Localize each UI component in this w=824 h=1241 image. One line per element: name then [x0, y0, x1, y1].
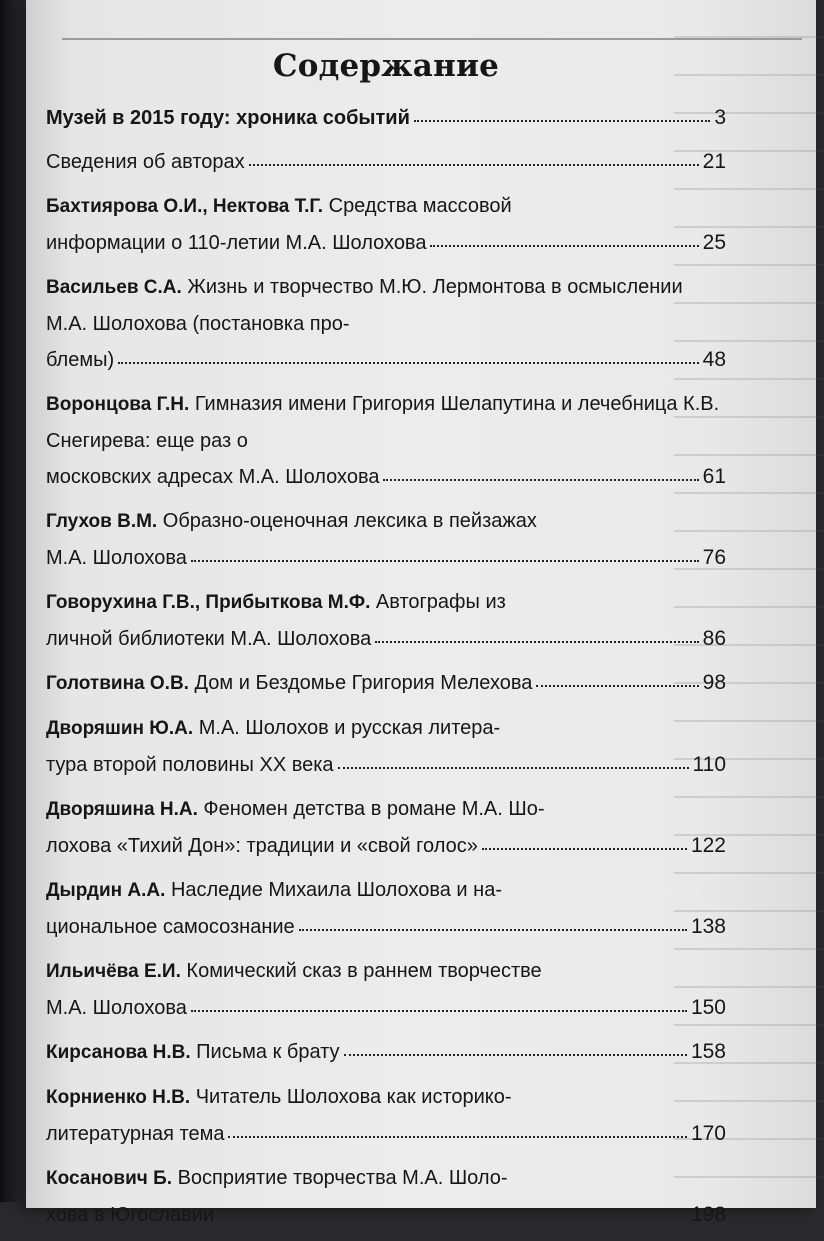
toc-entry-text	[46, 459, 379, 495]
toc-entry-last-line	[46, 621, 726, 657]
toc-entry-title: Письма к брату	[190, 1041, 340, 1063]
toc-entry-last-line	[46, 1116, 726, 1152]
toc-entry-title: М.А. Шолохова	[46, 997, 187, 1019]
toc-entry-title-start: Автографы из	[370, 591, 506, 613]
dot-leader	[430, 225, 698, 247]
toc-entry-last-line	[46, 1197, 726, 1233]
dot-leader	[218, 1197, 687, 1219]
toc-entry-authors: Бахтиярова О.И., Нектова Т.Г.	[46, 196, 324, 217]
toc-entry-authors: Косанович Б.	[46, 1168, 173, 1189]
toc-entry-last-line	[46, 144, 726, 180]
toc-entry-authors: Дворяшина Н.А.	[46, 799, 198, 820]
page-number[interactable]: 138	[690, 915, 726, 938]
toc-entry	[46, 188, 726, 261]
toc-entry-title: личной библиотеки М.А. Шолохова	[46, 628, 372, 650]
page-number[interactable]: 158	[690, 1040, 726, 1063]
page-number[interactable]: 3	[714, 106, 726, 129]
toc-entry-title-start: Наследие Михаила Шолохова и на-	[165, 879, 502, 901]
toc-entry-last-line	[46, 459, 726, 495]
toc-entry-text	[46, 1116, 224, 1152]
toc-entry-authors: Дворяшин Ю.А.	[46, 718, 194, 739]
toc-entry-text	[46, 909, 295, 945]
toc-entry-authors: Глухов В.М.	[46, 511, 158, 532]
toc-entry-first-line	[46, 791, 726, 828]
toc-entry-title: московских адресах М.А. Шолохова	[46, 466, 380, 488]
toc-entry-title-start: Средства массовой	[323, 195, 512, 217]
page-number[interactable]: 170	[690, 1122, 726, 1145]
dot-leader	[536, 665, 698, 687]
toc-entry-last-line	[46, 225, 726, 261]
dot-leader	[249, 144, 699, 166]
toc-entry	[46, 953, 726, 1026]
toc-entry-last-line	[46, 540, 726, 576]
toc-entry	[46, 1079, 726, 1152]
toc-entry-title-start: Гимназия имени Григория Шелапутина и лечебница К.В. Снегирева: еще раз о	[46, 393, 720, 452]
toc-entry-title: хова в Югославии	[46, 1204, 215, 1226]
page-number[interactable]: 61	[702, 465, 726, 488]
toc-entry	[46, 872, 726, 945]
toc-entry-first-line	[46, 710, 726, 747]
page-number[interactable]: 48	[702, 348, 726, 371]
book-page	[26, 0, 816, 1226]
toc-entry-authors: Корниенко Н.В.	[46, 1087, 191, 1108]
toc-entry-title-start: М.А. Шолохов и русская литера-	[193, 717, 501, 739]
toc-entry-first-line	[46, 269, 726, 342]
dot-leader	[299, 909, 687, 931]
toc-entry-first-line	[46, 1160, 726, 1197]
toc-list	[46, 100, 726, 1233]
dot-leader	[375, 621, 698, 643]
toc-entry	[46, 269, 726, 378]
dot-leader	[383, 459, 698, 481]
dot-leader	[482, 828, 687, 850]
toc-entry-first-line	[46, 503, 726, 540]
toc-entry	[46, 100, 726, 136]
toc-entry-title: тура второй половины XX века	[46, 754, 334, 776]
toc-entry-text	[46, 342, 114, 378]
toc-entry-first-line	[46, 386, 726, 459]
toc-entry-title-start: Комический сказ в раннем творчестве	[180, 960, 542, 982]
dot-leader	[191, 540, 699, 562]
toc-entry-title: лохова «Тихий Дон»: традиции и «свой голос»	[46, 835, 478, 857]
page-number[interactable]: 150	[690, 996, 726, 1019]
toc-entry-title: М.А. Шолохова	[46, 547, 187, 569]
toc-entry-title: циональное самосознание	[46, 916, 295, 938]
toc-entry-authors: Васильев С.А.	[46, 277, 182, 298]
dot-leader	[414, 100, 710, 122]
toc-entry-last-line	[46, 342, 726, 378]
toc-entry-last-line	[46, 909, 726, 945]
dot-leader	[191, 990, 687, 1012]
toc-entry-first-line	[46, 872, 726, 909]
page-number[interactable]: 122	[690, 834, 726, 857]
dot-leader	[118, 342, 699, 364]
toc-entry-title: Сведения об авторах	[46, 151, 245, 173]
toc-entry	[46, 1160, 726, 1233]
toc-entry-authors: Воронцова Г.Н.	[46, 394, 190, 415]
toc-entry-text	[46, 665, 532, 702]
toc-entry-text	[46, 225, 426, 261]
toc-entry-text	[46, 1197, 214, 1233]
toc-entry-authors: Кирсанова Н.В.	[46, 1042, 191, 1063]
toc-entry	[46, 791, 726, 864]
toc-entry-title: блемы)	[46, 349, 115, 371]
toc-entry	[46, 503, 726, 576]
toc-entry-text	[46, 1034, 340, 1071]
toc-entry-title-start: Восприятие творчества М.А. Шоло-	[172, 1167, 508, 1189]
toc-entry-title-start: Жизнь и творчество М.Ю. Лермонтова в осмыслении М.А. Шолохова (постановка про-	[46, 276, 683, 335]
toc-entry-last-line	[46, 747, 726, 783]
dot-leader	[344, 1034, 687, 1056]
page-number[interactable]: 110	[692, 753, 726, 776]
toc-entry-authors: Говорухина Г.В., Прибыткова М.Ф.	[46, 592, 371, 613]
page-number[interactable]: 198	[690, 1203, 726, 1226]
dot-leader	[228, 1116, 686, 1138]
toc-entry-last-line	[46, 990, 726, 1026]
page-title: Содержание	[272, 48, 500, 84]
page-number[interactable]: 76	[702, 546, 726, 569]
toc-entry-last-line	[46, 1034, 726, 1071]
toc-entry-title-start: Феномен детства в романе М.А. Шо-	[197, 798, 545, 820]
toc-entry-text	[46, 100, 410, 136]
toc-entry	[46, 584, 726, 657]
toc-entry-last-line	[46, 665, 726, 702]
toc-entry-text	[46, 747, 334, 783]
toc-entry-text	[46, 828, 478, 864]
page-number[interactable]: 21	[702, 150, 726, 173]
toc-entry	[46, 665, 726, 702]
page-number[interactable]: 98	[702, 671, 726, 694]
toc-entry-text	[46, 540, 187, 576]
toc-entry-title: литературная тема	[46, 1123, 225, 1145]
toc-entry-first-line	[46, 584, 726, 621]
toc-entry-text	[46, 990, 187, 1026]
header-rule	[62, 38, 802, 40]
toc-entry	[46, 710, 726, 783]
toc-entry-title: Дом и Бездомье Григория Мелехова	[188, 672, 533, 694]
toc-entry-first-line	[46, 188, 726, 225]
toc-entry	[46, 144, 726, 180]
toc-entry-text	[46, 144, 245, 180]
toc-entry-first-line	[46, 1079, 726, 1116]
toc-entry-title: информации о 110-летии М.А. Шолохова	[46, 232, 427, 254]
toc-entry-title-start: Образно-оценочная лексика в пейзажах	[157, 510, 537, 532]
table-of-contents	[46, 44, 726, 1241]
toc-entry-authors: Дырдин А.А.	[46, 880, 166, 901]
page-number[interactable]: 25	[702, 231, 726, 254]
toc-entry-last-line	[46, 100, 726, 136]
toc-entry-authors: Ильичёва Е.И.	[46, 961, 181, 982]
toc-entry-first-line	[46, 953, 726, 990]
toc-entry-title-start: Читатель Шолохова как историко-	[190, 1086, 512, 1108]
toc-entry	[46, 1034, 726, 1071]
toc-entry	[46, 386, 726, 495]
toc-entry-text	[46, 621, 371, 657]
dot-leader	[338, 747, 689, 769]
toc-entry-last-line	[46, 828, 726, 864]
toc-entry-title: Музей в 2015 году: хроника событий	[46, 107, 410, 129]
page-number[interactable]: 86	[702, 627, 726, 650]
toc-entry-authors: Голотвина О.В.	[46, 673, 189, 694]
